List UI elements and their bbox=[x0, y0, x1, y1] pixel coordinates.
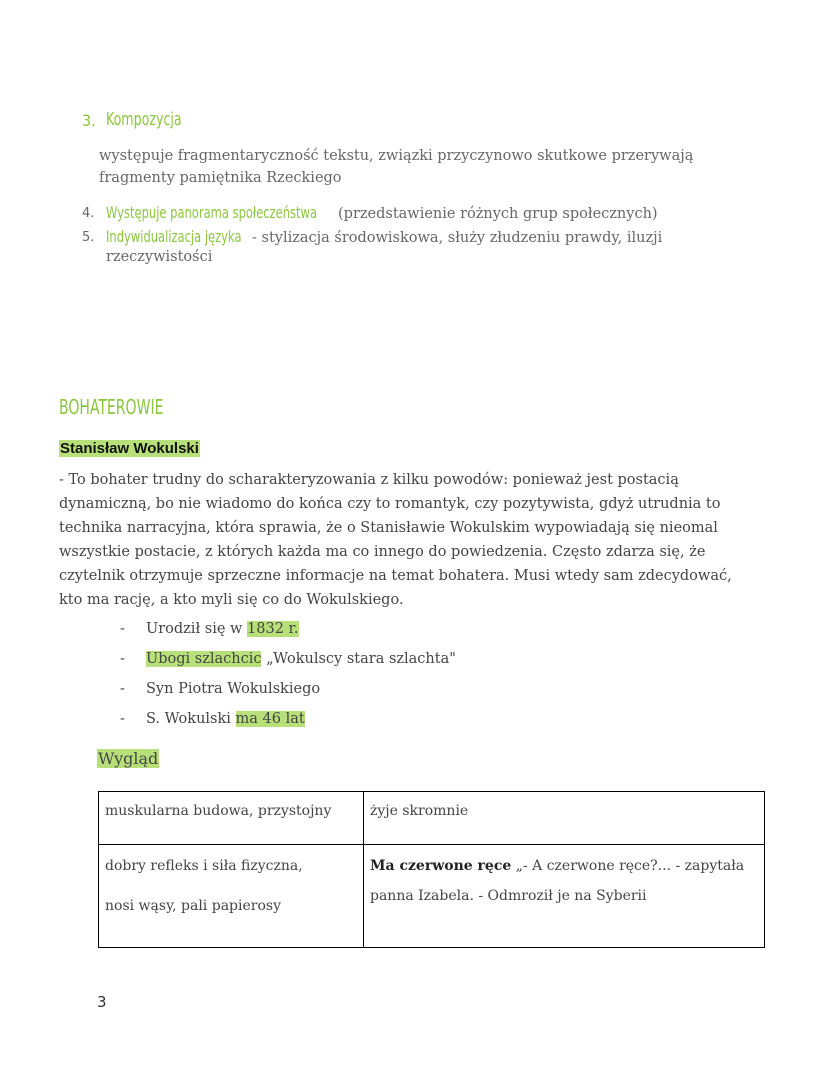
bullet-item bbox=[120, 619, 299, 639]
composition-text-line-2: fragmenty pamiętnika Rzeckiego bbox=[99, 170, 342, 186]
table-row bbox=[99, 845, 765, 948]
page-number: 3 bbox=[97, 993, 107, 1011]
cell-text: panna Izabela. - Odmroził je na Syberii bbox=[370, 888, 647, 904]
table-cell bbox=[364, 792, 765, 845]
appearance-heading-highlight: Wygląd bbox=[98, 749, 159, 768]
paragraph-line: kto ma rację, a kto myli się co do Wokulskiego. bbox=[59, 592, 404, 608]
appearance-table bbox=[98, 791, 765, 948]
paragraph-line: - To bohater trudny do scharakteryzowania z kilku powodów: ponieważ jest postacią bbox=[59, 472, 679, 488]
appearance-heading bbox=[97, 748, 159, 770]
section-heading-bohaterowie: BOHATEROWIE bbox=[59, 395, 164, 419]
bullet-text: S. Wokulski bbox=[146, 711, 236, 727]
bullet-item bbox=[120, 679, 320, 699]
bullet-text: Urodził się w bbox=[146, 621, 248, 637]
cell-text: żyje skromnie bbox=[370, 803, 469, 819]
bullet-dash: - bbox=[120, 621, 125, 637]
bullet-highlight: ma 46 lat bbox=[235, 711, 305, 727]
individualization-text: - stylizacja środowiskowa, służy złudzeniu prawdy, iluzji bbox=[252, 230, 663, 246]
cell-text: dobry refleks i siła fizyczna, bbox=[105, 858, 303, 874]
list-number-3: 3. bbox=[82, 111, 96, 130]
table-cell bbox=[364, 845, 765, 948]
cell-text: muskularna budowa, przystojny bbox=[105, 803, 332, 819]
bullet-item bbox=[120, 649, 456, 669]
item-4-line bbox=[106, 203, 658, 226]
cell-text-quote: „- A czerwone ręce?... - zapytała bbox=[511, 858, 745, 874]
character-name bbox=[59, 438, 200, 459]
composition-heading: Kompozycja bbox=[106, 109, 182, 130]
individualization-heading: Indywidualizacja języka bbox=[106, 227, 242, 246]
character-name-highlight: Stanisław Wokulski bbox=[60, 440, 199, 457]
bullet-highlight: Ubogi szlachcic bbox=[146, 651, 262, 667]
composition-text-line-1: występuje fragmentaryczność tekstu, związki przyczynowo skutkowe przerywają bbox=[99, 148, 694, 164]
panorama-heading: Występuje panorama społeczeństwa bbox=[106, 203, 318, 222]
list-number-5: 5. bbox=[82, 230, 95, 245]
cell-text bbox=[370, 855, 758, 877]
bullet-dash: - bbox=[120, 651, 125, 667]
bullet-dash: - bbox=[120, 711, 125, 727]
panorama-text: (przedstawienie różnych grup społecznych) bbox=[338, 206, 658, 222]
paragraph-line: technika narracyjna, która sprawia, że o Stanisławie Wokulskim wypowiadają się nieomal bbox=[59, 520, 718, 536]
table-cell bbox=[99, 792, 364, 845]
list-number-4: 4. bbox=[82, 206, 95, 221]
cell-text: nosi wąsy, pali papierosy bbox=[105, 898, 281, 914]
table-cell bbox=[99, 845, 364, 948]
paragraph-line: wszystkie postacie, z których każda ma co innego do powiedzenia. Często zdarza się, że bbox=[59, 544, 706, 560]
paragraph-line: dynamiczną, bo nie wiadomo do końca czy to romantyk, czy pozytywista, gdyż utrudnia to bbox=[59, 496, 721, 512]
bullet-highlight: 1832 r. bbox=[247, 621, 299, 637]
bullet-text: „Wokulscy stara szlachta" bbox=[261, 651, 456, 667]
cell-bold-text: Ma czerwone ręce bbox=[370, 858, 512, 874]
character-description bbox=[59, 468, 732, 612]
bullet-dash: - bbox=[120, 681, 125, 697]
table-row bbox=[99, 792, 765, 845]
individualization-text-line-2: rzeczywistości bbox=[106, 249, 213, 265]
paragraph-line: czytelnik otrzymuje sprzeczne informacje na temat bohatera. Musi wtedy sam zdecydować, bbox=[59, 568, 732, 584]
bullet-text: Syn Piotra Wokulskiego bbox=[146, 681, 321, 697]
bullet-item bbox=[120, 709, 305, 729]
